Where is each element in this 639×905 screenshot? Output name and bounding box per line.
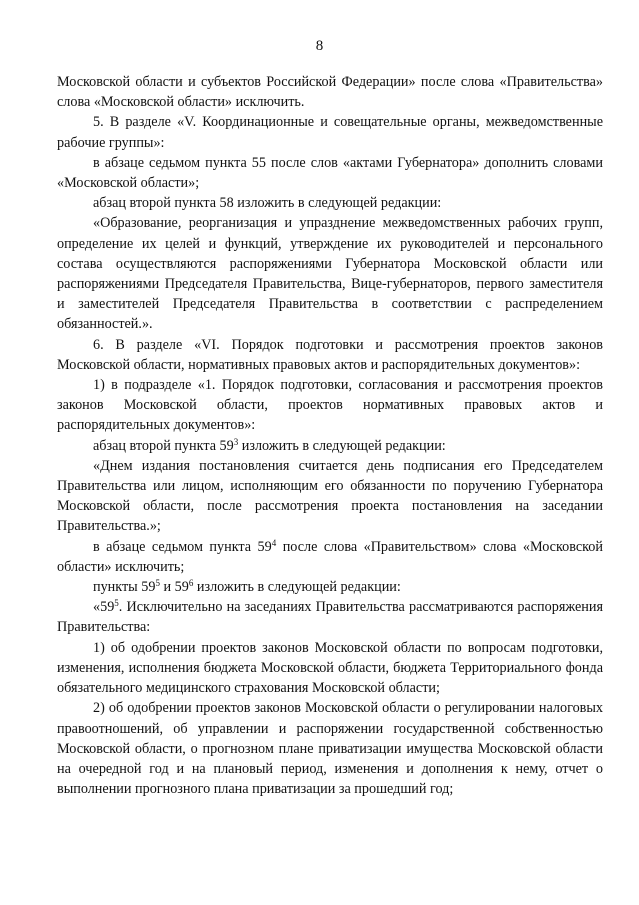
page-number: 8 bbox=[315, 38, 324, 54]
paragraph-text: абзац второй пункта 59 bbox=[93, 437, 234, 454]
paragraph-text: и 59 bbox=[159, 579, 189, 596]
superscript: 6 bbox=[188, 578, 194, 589]
paragraph-text: пункты 59 bbox=[93, 579, 156, 596]
paragraph: «Образование, реорганизация и упразднение межведомственных рабочих групп, определение их целей и функций, утверждение их руководителей и персонального состава осуществляются распоряжениями Губернатора Московской области или распоряжениями Председателя Правительства, Вице-губернаторов, первого заместителя и заместителей Председателя Правительства в соответствии с распределением обязанностей.». bbox=[57, 215, 603, 333]
paragraph: 2) об одобрении проектов законов Московской области о регулировании налоговых правоотношений, об управлении и распоряжении государственной собственностью Московской области, о прогнозном плане приватизации имущества Московской области на очередной год и на плановый период, изменения и дополнения к нему, отчет о выполнении прогнозного плана приватизации за прошедший год; bbox=[57, 700, 603, 798]
paragraph: 5. В разделе «V. Координационные и совещательные органы, межведомственные рабочие группы»: bbox=[57, 114, 603, 151]
paragraph-text: изложить в следующей редакции: bbox=[238, 437, 446, 454]
paragraph: абзац второй пункта 58 изложить в следующей редакции: bbox=[93, 195, 442, 212]
paragraph bbox=[57, 537, 603, 577]
superscript: 5 bbox=[114, 598, 119, 609]
paragraph: «Днем издания постановления считается день подписания его Председателем Правительства или лицом, исполняющим его обязанности по поручению Губернатора Московской области, после рассмотрения проекта постановления на заседании Правительства.»; bbox=[57, 457, 603, 535]
paragraph-text: изложить в следующей редакции: bbox=[193, 579, 401, 596]
paragraph-text: «59 bbox=[93, 599, 115, 616]
paragraph bbox=[57, 436, 603, 456]
paragraph-text: . Исключительно на заседаниях Правительства рассматриваются распоряжения Правительства: bbox=[57, 599, 603, 636]
paragraph: Московской области и субъектов Российской Федерации» после слова «Правительства» слова «Московской области» исключить. bbox=[57, 74, 603, 111]
paragraph bbox=[57, 597, 603, 637]
paragraph-text: после слова «Правительством» слова «Московской области» исключить; bbox=[57, 538, 603, 575]
superscript: 4 bbox=[271, 537, 277, 548]
paragraph: в абзаце седьмом пункта 55 после слов «актами Губернатора» дополнить словами «Московской области»; bbox=[57, 154, 603, 192]
document-body bbox=[57, 72, 603, 799]
paragraph: 1) в подразделе «1. Порядок подготовки, согласования и рассмотрения проектов законов Московской области, проектов нормативных правовых актов и распорядительных документов»: bbox=[57, 377, 603, 434]
superscript: 3 bbox=[233, 436, 239, 447]
paragraph bbox=[57, 577, 603, 597]
superscript: 5 bbox=[155, 578, 160, 589]
paragraph: 6. В разделе «VI. Порядок подготовки и рассмотрения проектов законов Московской области, нормативных правовых актов и распорядительных документов»: bbox=[57, 336, 603, 373]
paragraph: 1) об одобрении проектов законов Московской области по вопросам подготовки, изменения, исполнения бюджета Московской области, бюджета Территориального фонда обязательного медицинского страхования Московской области; bbox=[57, 639, 603, 697]
paragraph-text: в абзаце седьмом пункта 59 bbox=[93, 538, 272, 555]
